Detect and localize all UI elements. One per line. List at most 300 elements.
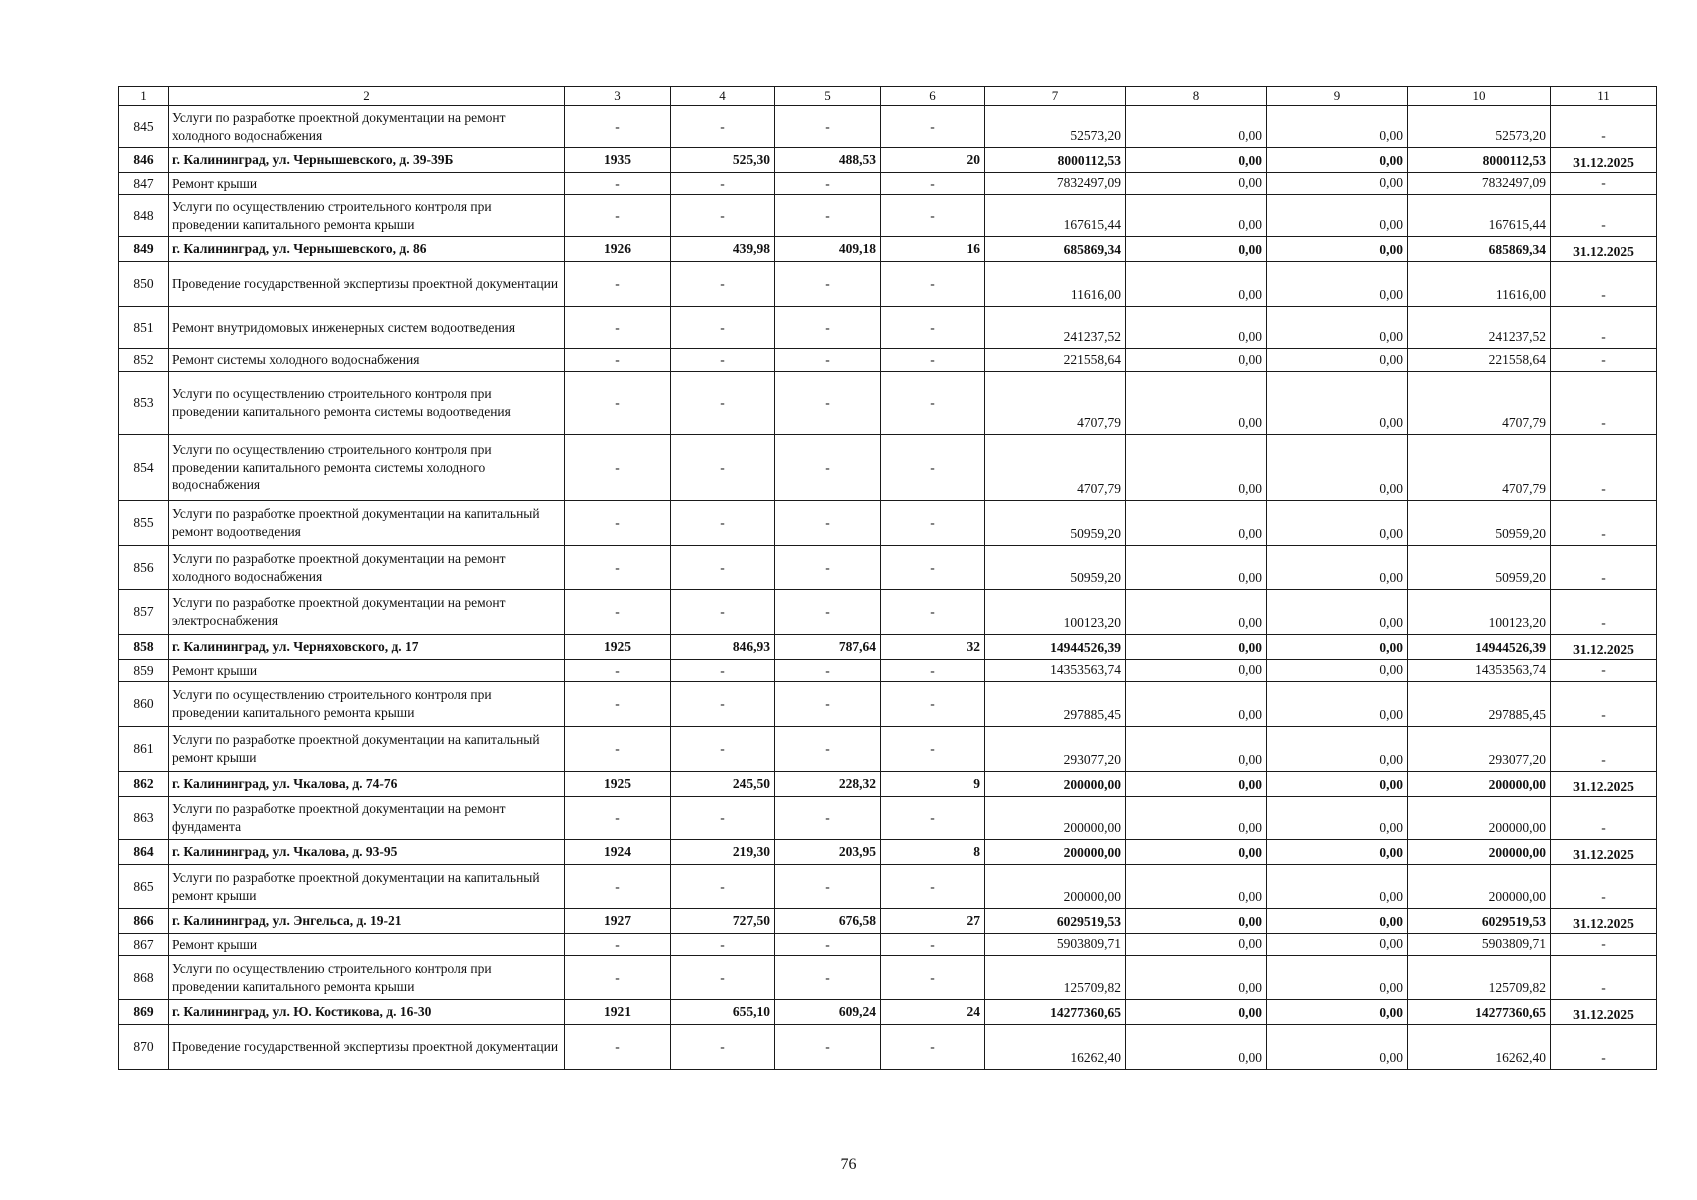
- work-item-row: [119, 660, 1657, 682]
- cost-col10-cell: 200000,00: [1408, 865, 1551, 909]
- residents-cell: -: [881, 956, 985, 1000]
- living-area-cell: 228,32: [775, 772, 881, 797]
- work-item-row: [119, 435, 1657, 501]
- work-description-cell: Услуги по осуществлению строительного контроля при проведении капитального ремонта системы водоотведения: [169, 372, 565, 435]
- cost-col8-cell: 0,00: [1126, 727, 1267, 772]
- residents-cell: -: [881, 682, 985, 727]
- column-header: 8: [1126, 87, 1267, 106]
- cost-total-cell: 100123,20: [985, 590, 1126, 635]
- total-area-cell: 439,98: [671, 237, 775, 262]
- cost-col10-cell: 297885,45: [1408, 682, 1551, 727]
- total-area-cell: -: [671, 590, 775, 635]
- cost-col10-cell: 14277360,65: [1408, 1000, 1551, 1025]
- cost-col8-cell: 0,00: [1126, 1025, 1267, 1070]
- capital-repair-table: [118, 86, 1657, 1070]
- completion-date-cell: 31.12.2025: [1551, 909, 1657, 934]
- year-cell: -: [565, 865, 671, 909]
- cost-col8-cell: 0,00: [1126, 797, 1267, 840]
- cost-col9-cell: 0,00: [1267, 727, 1408, 772]
- row-number-cell: 857: [119, 590, 169, 635]
- address-row: [119, 909, 1657, 934]
- year-cell: -: [565, 590, 671, 635]
- cost-col8-cell: 0,00: [1126, 840, 1267, 865]
- cost-total-cell: 14944526,39: [985, 635, 1126, 660]
- year-cell: 1921: [565, 1000, 671, 1025]
- cost-col9-cell: 0,00: [1267, 1025, 1408, 1070]
- living-area-cell: -: [775, 682, 881, 727]
- column-header: 11: [1551, 87, 1657, 106]
- work-description-cell: г. Калининград, ул. Чкалова, д. 74-76: [169, 772, 565, 797]
- living-area-cell: -: [775, 349, 881, 372]
- completion-date-cell: -: [1551, 349, 1657, 372]
- total-area-cell: 655,10: [671, 1000, 775, 1025]
- cost-col10-cell: 5903809,71: [1408, 934, 1551, 956]
- row-number-cell: 861: [119, 727, 169, 772]
- work-item-row: [119, 546, 1657, 590]
- work-description-cell: Услуги по разработке проектной документации на капитальный ремонт крыши: [169, 727, 565, 772]
- completion-date-cell: -: [1551, 195, 1657, 237]
- work-description-cell: Услуги по осуществлению строительного контроля при проведении капитального ремонта крыши: [169, 682, 565, 727]
- cost-col10-cell: 14353563,74: [1408, 660, 1551, 682]
- total-area-cell: -: [671, 546, 775, 590]
- year-cell: -: [565, 501, 671, 546]
- total-area-cell: -: [671, 660, 775, 682]
- cost-total-cell: 125709,82: [985, 956, 1126, 1000]
- cost-total-cell: 14353563,74: [985, 660, 1126, 682]
- work-item-row: [119, 590, 1657, 635]
- total-area-cell: -: [671, 865, 775, 909]
- year-cell: 1927: [565, 909, 671, 934]
- total-area-cell: -: [671, 501, 775, 546]
- cost-col10-cell: 52573,20: [1408, 106, 1551, 148]
- living-area-cell: -: [775, 546, 881, 590]
- completion-date-cell: -: [1551, 262, 1657, 307]
- year-cell: -: [565, 797, 671, 840]
- residents-cell: -: [881, 195, 985, 237]
- row-number-cell: 855: [119, 501, 169, 546]
- column-header: 2: [169, 87, 565, 106]
- completion-date-cell: -: [1551, 501, 1657, 546]
- address-row: [119, 772, 1657, 797]
- work-item-row: [119, 934, 1657, 956]
- work-description-cell: Услуги по разработке проектной документации на капитальный ремонт водоотведения: [169, 501, 565, 546]
- living-area-cell: -: [775, 372, 881, 435]
- cost-col8-cell: 0,00: [1126, 682, 1267, 727]
- work-description-cell: Ремонт крыши: [169, 660, 565, 682]
- row-number-cell: 867: [119, 934, 169, 956]
- column-header: 4: [671, 87, 775, 106]
- cost-col9-cell: 0,00: [1267, 262, 1408, 307]
- work-item-row: [119, 262, 1657, 307]
- completion-date-cell: -: [1551, 546, 1657, 590]
- cost-col9-cell: 0,00: [1267, 797, 1408, 840]
- total-area-cell: -: [671, 956, 775, 1000]
- cost-total-cell: 297885,45: [985, 682, 1126, 727]
- cost-col10-cell: 200000,00: [1408, 797, 1551, 840]
- total-area-cell: -: [671, 106, 775, 148]
- row-number-cell: 847: [119, 173, 169, 195]
- row-number-cell: 863: [119, 797, 169, 840]
- cost-col10-cell: 200000,00: [1408, 772, 1551, 797]
- cost-total-cell: 200000,00: [985, 865, 1126, 909]
- completion-date-cell: 31.12.2025: [1551, 635, 1657, 660]
- column-header: 7: [985, 87, 1126, 106]
- living-area-cell: -: [775, 727, 881, 772]
- living-area-cell: -: [775, 435, 881, 501]
- row-number-cell: 869: [119, 1000, 169, 1025]
- living-area-cell: 787,64: [775, 635, 881, 660]
- document-sheet: [118, 86, 1656, 1070]
- address-row: [119, 635, 1657, 660]
- cost-col9-cell: 0,00: [1267, 635, 1408, 660]
- cost-total-cell: 200000,00: [985, 772, 1126, 797]
- completion-date-cell: -: [1551, 307, 1657, 349]
- row-number-cell: 859: [119, 660, 169, 682]
- work-item-row: [119, 307, 1657, 349]
- work-description-cell: Ремонт системы холодного водоснабжения: [169, 349, 565, 372]
- residents-cell: 27: [881, 909, 985, 934]
- cost-col10-cell: 11616,00: [1408, 262, 1551, 307]
- living-area-cell: -: [775, 590, 881, 635]
- cost-col9-cell: 0,00: [1267, 909, 1408, 934]
- year-cell: -: [565, 195, 671, 237]
- residents-cell: -: [881, 501, 985, 546]
- cost-col10-cell: 14944526,39: [1408, 635, 1551, 660]
- cost-total-cell: 7832497,09: [985, 173, 1126, 195]
- total-area-cell: -: [671, 307, 775, 349]
- row-number-cell: 854: [119, 435, 169, 501]
- completion-date-cell: -: [1551, 865, 1657, 909]
- cost-col8-cell: 0,00: [1126, 237, 1267, 262]
- work-item-row: [119, 349, 1657, 372]
- residents-cell: -: [881, 349, 985, 372]
- residents-cell: -: [881, 727, 985, 772]
- work-description-cell: г. Калининград, ул. Энгельса, д. 19-21: [169, 909, 565, 934]
- completion-date-cell: 31.12.2025: [1551, 1000, 1657, 1025]
- cost-col10-cell: 685869,34: [1408, 237, 1551, 262]
- year-cell: -: [565, 349, 671, 372]
- column-header: 5: [775, 87, 881, 106]
- cost-col8-cell: 0,00: [1126, 501, 1267, 546]
- work-item-row: [119, 727, 1657, 772]
- year-cell: -: [565, 372, 671, 435]
- living-area-cell: -: [775, 307, 881, 349]
- cost-total-cell: 6029519,53: [985, 909, 1126, 934]
- cost-col8-cell: 0,00: [1126, 546, 1267, 590]
- year-cell: -: [565, 727, 671, 772]
- completion-date-cell: -: [1551, 956, 1657, 1000]
- cost-total-cell: 200000,00: [985, 797, 1126, 840]
- row-number-cell: 845: [119, 106, 169, 148]
- cost-total-cell: 685869,34: [985, 237, 1126, 262]
- living-area-cell: -: [775, 1025, 881, 1070]
- column-header: 10: [1408, 87, 1551, 106]
- cost-total-cell: 16262,40: [985, 1025, 1126, 1070]
- column-header: 6: [881, 87, 985, 106]
- completion-date-cell: 31.12.2025: [1551, 148, 1657, 173]
- cost-total-cell: 241237,52: [985, 307, 1126, 349]
- address-row: [119, 840, 1657, 865]
- cost-col10-cell: 241237,52: [1408, 307, 1551, 349]
- living-area-cell: 409,18: [775, 237, 881, 262]
- completion-date-cell: -: [1551, 106, 1657, 148]
- residents-cell: -: [881, 865, 985, 909]
- row-number-cell: 870: [119, 1025, 169, 1070]
- year-cell: 1925: [565, 772, 671, 797]
- total-area-cell: 219,30: [671, 840, 775, 865]
- cost-col8-cell: 0,00: [1126, 590, 1267, 635]
- residents-cell: 9: [881, 772, 985, 797]
- living-area-cell: -: [775, 797, 881, 840]
- total-area-cell: -: [671, 934, 775, 956]
- cost-col10-cell: 293077,20: [1408, 727, 1551, 772]
- row-number-cell: 864: [119, 840, 169, 865]
- work-description-cell: г. Калининград, ул. Чернышевского, д. 86: [169, 237, 565, 262]
- cost-total-cell: 200000,00: [985, 840, 1126, 865]
- total-area-cell: -: [671, 1025, 775, 1070]
- residents-cell: 24: [881, 1000, 985, 1025]
- cost-total-cell: 4707,79: [985, 435, 1126, 501]
- cost-col9-cell: 0,00: [1267, 660, 1408, 682]
- row-number-cell: 850: [119, 262, 169, 307]
- work-description-cell: Ремонт крыши: [169, 934, 565, 956]
- work-description-cell: Услуги по разработке проектной документации на ремонт электроснабжения: [169, 590, 565, 635]
- cost-col10-cell: 125709,82: [1408, 956, 1551, 1000]
- cost-col9-cell: 0,00: [1267, 956, 1408, 1000]
- living-area-cell: 203,95: [775, 840, 881, 865]
- cost-total-cell: 11616,00: [985, 262, 1126, 307]
- cost-total-cell: 221558,64: [985, 349, 1126, 372]
- cost-total-cell: 8000112,53: [985, 148, 1126, 173]
- work-item-row: [119, 501, 1657, 546]
- cost-col8-cell: 0,00: [1126, 909, 1267, 934]
- living-area-cell: -: [775, 865, 881, 909]
- completion-date-cell: -: [1551, 727, 1657, 772]
- work-description-cell: Ремонт внутридомовых инженерных систем водоотведения: [169, 307, 565, 349]
- column-header: 1: [119, 87, 169, 106]
- cost-total-cell: 5903809,71: [985, 934, 1126, 956]
- row-number-cell: 851: [119, 307, 169, 349]
- total-area-cell: -: [671, 797, 775, 840]
- row-number-cell: 860: [119, 682, 169, 727]
- cost-col9-cell: 0,00: [1267, 772, 1408, 797]
- completion-date-cell: -: [1551, 1025, 1657, 1070]
- cost-col10-cell: 4707,79: [1408, 372, 1551, 435]
- cost-total-cell: 167615,44: [985, 195, 1126, 237]
- completion-date-cell: -: [1551, 372, 1657, 435]
- cost-col10-cell: 221558,64: [1408, 349, 1551, 372]
- cost-col9-cell: 0,00: [1267, 501, 1408, 546]
- row-number-cell: 868: [119, 956, 169, 1000]
- cost-col10-cell: 200000,00: [1408, 840, 1551, 865]
- cost-total-cell: 293077,20: [985, 727, 1126, 772]
- row-number-cell: 862: [119, 772, 169, 797]
- work-item-row: [119, 1025, 1657, 1070]
- cost-col9-cell: 0,00: [1267, 435, 1408, 501]
- work-description-cell: Услуги по осуществлению строительного контроля при проведении капитального ремонта крыши: [169, 956, 565, 1000]
- work-item-row: [119, 956, 1657, 1000]
- cost-col9-cell: 0,00: [1267, 840, 1408, 865]
- work-description-cell: г. Калининград, ул. Черняховского, д. 17: [169, 635, 565, 660]
- row-number-cell: 856: [119, 546, 169, 590]
- residents-cell: -: [881, 797, 985, 840]
- year-cell: -: [565, 1025, 671, 1070]
- work-description-cell: г. Калининград, ул. Ю. Костикова, д. 16-30: [169, 1000, 565, 1025]
- cost-col9-cell: 0,00: [1267, 148, 1408, 173]
- completion-date-cell: -: [1551, 173, 1657, 195]
- total-area-cell: -: [671, 195, 775, 237]
- residents-cell: -: [881, 435, 985, 501]
- year-cell: -: [565, 546, 671, 590]
- residents-cell: -: [881, 106, 985, 148]
- cost-col9-cell: 0,00: [1267, 307, 1408, 349]
- residents-cell: 20: [881, 148, 985, 173]
- residents-cell: 32: [881, 635, 985, 660]
- cost-col10-cell: 7832497,09: [1408, 173, 1551, 195]
- completion-date-cell: -: [1551, 682, 1657, 727]
- cost-col9-cell: 0,00: [1267, 865, 1408, 909]
- cost-col9-cell: 0,00: [1267, 546, 1408, 590]
- living-area-cell: -: [775, 106, 881, 148]
- work-description-cell: Ремонт крыши: [169, 173, 565, 195]
- work-item-row: [119, 865, 1657, 909]
- cost-col9-cell: 0,00: [1267, 590, 1408, 635]
- cost-col8-cell: 0,00: [1126, 195, 1267, 237]
- living-area-cell: -: [775, 501, 881, 546]
- cost-col9-cell: 0,00: [1267, 195, 1408, 237]
- row-number-cell: 852: [119, 349, 169, 372]
- address-row: [119, 148, 1657, 173]
- row-number-cell: 858: [119, 635, 169, 660]
- residents-cell: -: [881, 934, 985, 956]
- total-area-cell: -: [671, 727, 775, 772]
- completion-date-cell: 31.12.2025: [1551, 237, 1657, 262]
- residents-cell: 16: [881, 237, 985, 262]
- completion-date-cell: -: [1551, 660, 1657, 682]
- cost-col9-cell: 0,00: [1267, 106, 1408, 148]
- cost-col8-cell: 0,00: [1126, 635, 1267, 660]
- year-cell: 1925: [565, 635, 671, 660]
- address-row: [119, 1000, 1657, 1025]
- total-area-cell: -: [671, 372, 775, 435]
- cost-col8-cell: 0,00: [1126, 865, 1267, 909]
- year-cell: -: [565, 934, 671, 956]
- residents-cell: 8: [881, 840, 985, 865]
- cost-col8-cell: 0,00: [1126, 435, 1267, 501]
- completion-date-cell: 31.12.2025: [1551, 840, 1657, 865]
- cost-col8-cell: 0,00: [1126, 934, 1267, 956]
- living-area-cell: -: [775, 934, 881, 956]
- living-area-cell: 676,58: [775, 909, 881, 934]
- completion-date-cell: -: [1551, 797, 1657, 840]
- row-number-cell: 846: [119, 148, 169, 173]
- row-number-cell: 848: [119, 195, 169, 237]
- total-area-cell: -: [671, 682, 775, 727]
- cost-col10-cell: 8000112,53: [1408, 148, 1551, 173]
- work-description-cell: Проведение государственной экспертизы проектной документации: [169, 262, 565, 307]
- total-area-cell: 245,50: [671, 772, 775, 797]
- living-area-cell: -: [775, 660, 881, 682]
- residents-cell: -: [881, 372, 985, 435]
- work-description-cell: Услуги по разработке проектной документации на капитальный ремонт крыши: [169, 865, 565, 909]
- year-cell: -: [565, 435, 671, 501]
- work-description-cell: Услуги по разработке проектной документации на ремонт холодного водоснабжения: [169, 546, 565, 590]
- cost-col8-cell: 0,00: [1126, 1000, 1267, 1025]
- cost-col9-cell: 0,00: [1267, 682, 1408, 727]
- cost-col8-cell: 0,00: [1126, 173, 1267, 195]
- living-area-cell: -: [775, 173, 881, 195]
- cost-col10-cell: 50959,20: [1408, 546, 1551, 590]
- total-area-cell: 727,50: [671, 909, 775, 934]
- work-item-row: [119, 797, 1657, 840]
- total-area-cell: -: [671, 173, 775, 195]
- cost-col9-cell: 0,00: [1267, 1000, 1408, 1025]
- cost-col10-cell: 16262,40: [1408, 1025, 1551, 1070]
- residents-cell: -: [881, 660, 985, 682]
- cost-col10-cell: 167615,44: [1408, 195, 1551, 237]
- column-header: 9: [1267, 87, 1408, 106]
- total-area-cell: -: [671, 435, 775, 501]
- cost-col8-cell: 0,00: [1126, 262, 1267, 307]
- living-area-cell: -: [775, 195, 881, 237]
- residents-cell: -: [881, 546, 985, 590]
- cost-col9-cell: 0,00: [1267, 349, 1408, 372]
- cost-col8-cell: 0,00: [1126, 772, 1267, 797]
- total-area-cell: -: [671, 349, 775, 372]
- living-area-cell: 488,53: [775, 148, 881, 173]
- residents-cell: -: [881, 173, 985, 195]
- cost-total-cell: 50959,20: [985, 546, 1126, 590]
- cost-col8-cell: 0,00: [1126, 660, 1267, 682]
- residents-cell: -: [881, 262, 985, 307]
- total-area-cell: 846,93: [671, 635, 775, 660]
- work-description-cell: Услуги по осуществлению строительного контроля при проведении капитального ремонта крыши: [169, 195, 565, 237]
- cost-col8-cell: 0,00: [1126, 106, 1267, 148]
- year-cell: -: [565, 956, 671, 1000]
- work-item-row: [119, 372, 1657, 435]
- row-number-cell: 865: [119, 865, 169, 909]
- cost-col9-cell: 0,00: [1267, 237, 1408, 262]
- year-cell: -: [565, 173, 671, 195]
- work-description-cell: Услуги по разработке проектной документации на ремонт фундамента: [169, 797, 565, 840]
- total-area-cell: -: [671, 262, 775, 307]
- column-number-header-row: [119, 87, 1657, 106]
- year-cell: -: [565, 262, 671, 307]
- cost-col10-cell: 50959,20: [1408, 501, 1551, 546]
- living-area-cell: -: [775, 262, 881, 307]
- completion-date-cell: -: [1551, 435, 1657, 501]
- work-item-row: [119, 173, 1657, 195]
- work-item-row: [119, 195, 1657, 237]
- cost-total-cell: 14277360,65: [985, 1000, 1126, 1025]
- row-number-cell: 853: [119, 372, 169, 435]
- completion-date-cell: -: [1551, 590, 1657, 635]
- work-description-cell: г. Калининград, ул. Чкалова, д. 93-95: [169, 840, 565, 865]
- cost-col9-cell: 0,00: [1267, 372, 1408, 435]
- work-description-cell: Услуги по разработке проектной документации на ремонт холодного водоснабжения: [169, 106, 565, 148]
- work-item-row: [119, 682, 1657, 727]
- living-area-cell: -: [775, 956, 881, 1000]
- cost-total-cell: 50959,20: [985, 501, 1126, 546]
- cost-col10-cell: 6029519,53: [1408, 909, 1551, 934]
- work-description-cell: г. Калининград, ул. Чернышевского, д. 39-39Б: [169, 148, 565, 173]
- living-area-cell: 609,24: [775, 1000, 881, 1025]
- column-header: 3: [565, 87, 671, 106]
- residents-cell: -: [881, 1025, 985, 1070]
- total-area-cell: 525,30: [671, 148, 775, 173]
- year-cell: -: [565, 660, 671, 682]
- cost-total-cell: 4707,79: [985, 372, 1126, 435]
